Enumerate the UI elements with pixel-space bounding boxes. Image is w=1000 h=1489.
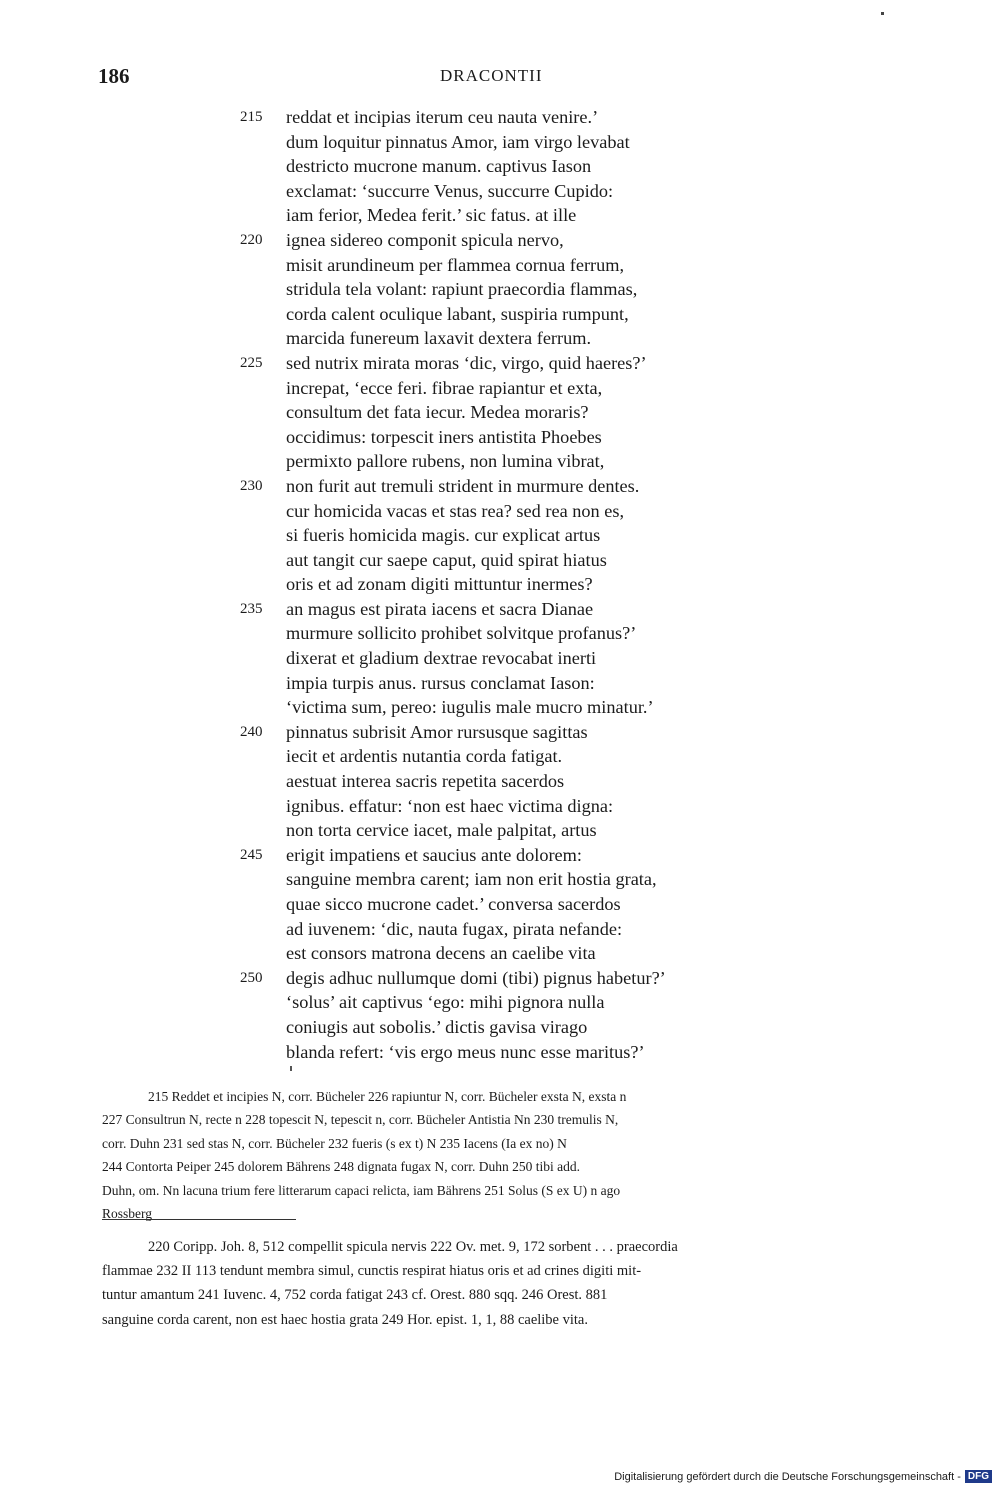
- verse-line: [240, 154, 800, 179]
- verse-line: [240, 302, 800, 327]
- line-number: 250: [240, 969, 263, 986]
- scan-mark: [881, 12, 884, 15]
- verse-text: ‘solus’ ait captivus ‘ego: mihi pignora nulla: [286, 992, 605, 1013]
- verse-line: [240, 966, 800, 991]
- verse-text: ignibus. effatur: ‘non est haec victima digna:: [286, 795, 614, 816]
- verse-line: [240, 597, 800, 622]
- line-number: 220: [240, 231, 263, 248]
- verse-line: [240, 671, 800, 696]
- verse-line: [240, 990, 800, 1015]
- verse-text: aut tangit cur saepe caput, quid spirat hiatus: [286, 549, 607, 570]
- verse-line: [240, 621, 800, 646]
- apparatus-line: Rossberg: [102, 1206, 153, 1222]
- verse-text: ‘victima sum, pereo: iugulis male mucro minatur.’: [286, 697, 654, 718]
- verse-line: [240, 253, 800, 278]
- verse-line: [240, 326, 800, 351]
- verse-text: corda calent oculique labant, suspiria rumpunt,: [286, 303, 629, 324]
- verse-text: consultum det fata iecur. Medea moraris?: [286, 402, 589, 423]
- verse-text: misit arundineum per flammea cornua ferrum,: [286, 254, 625, 275]
- verse-text: oris et ad zonam digiti mittuntur inermes?: [286, 574, 593, 595]
- verse-text: blanda refert: ‘vis ergo meus nunc esse maritus?’: [286, 1041, 645, 1062]
- verse-text: iecit et ardentis nutantia corda fatigat.: [286, 746, 563, 767]
- testimonia-line: flammae 232 II 113 tendunt membra simul, cunctis respirat hiatus oris et ad crines digiti mit-: [102, 1263, 642, 1280]
- apparatus-line: 227 Consultrun N, recte n 228 topescit N, tepescit n, corr. Bücheler Antistia Nn 230 tremulis N,: [102, 1112, 619, 1128]
- line-number: 225: [240, 354, 263, 371]
- verse-text: non torta cervice iacet, male palpitat, artus: [286, 820, 597, 841]
- verse-line: [240, 523, 800, 548]
- critical-apparatus: [102, 1085, 888, 1225]
- verse-text: si fueris homicida magis. cur explicat artus: [286, 525, 601, 546]
- funding-text: Digitalisierung gefördert durch die Deutsche Forschungsgemeinschaft -: [614, 1470, 961, 1483]
- verse-text: pinnatus subrisit Amor rursusque sagittas: [286, 721, 588, 742]
- verse-text: marcida funereum laxavit dextera ferrum.: [286, 328, 592, 349]
- page-number: 186: [98, 64, 130, 88]
- apparatus-line: 244 Contorta Peiper 245 dolorem Bährens 248 dignata fugax N, corr. Duhn 250 tibi add.: [102, 1159, 581, 1175]
- verse-text: ignea sidereo componit spicula nervo,: [286, 229, 564, 250]
- footnote-divider: [102, 1219, 296, 1220]
- verse-text: exclamat: ‘succurre Venus, succurre Cupido:: [286, 180, 614, 201]
- verse-text: dixerat et gladium dextrae revocabat inerti: [286, 648, 597, 669]
- line-number: 240: [240, 723, 263, 740]
- funding-footer: [614, 1470, 992, 1483]
- verse-line: [240, 695, 800, 720]
- running-title: DRACONTII: [440, 66, 543, 85]
- testimonia: [102, 1235, 884, 1332]
- verse-line: [240, 203, 800, 228]
- verse-text: stridula tela volant: rapiunt praecordia flammas,: [286, 279, 638, 300]
- verse-line: [240, 548, 800, 573]
- verse-line: [240, 941, 800, 966]
- verse-text: dum loquitur pinnatus Amor, iam virgo levabat: [286, 131, 630, 152]
- verse-line: [240, 499, 800, 524]
- apparatus-line: Duhn, om. Nn lacuna trium fere litterarum capaci relicta, iam Bährens 251 Solus (S ex U) n ago: [102, 1182, 621, 1198]
- verse-line: [240, 277, 800, 302]
- verse-text: sanguine membra carent; iam non erit hostia grata,: [286, 869, 657, 890]
- testimonia-line: 220 Coripp. Joh. 8, 512 compellit spicula nervis 222 Ov. met. 9, 172 sorbent . . . praecordia: [148, 1239, 678, 1255]
- apparatus-line: 215 Reddet et incipies N, corr. Bücheler 226 rapiuntur N, corr. Bücheler exsta N, exsta n: [148, 1089, 627, 1104]
- verse-text: erigit impatiens et saucius ante dolorem:: [286, 844, 582, 865]
- verse-line: [240, 720, 800, 745]
- verse-line: [240, 474, 800, 499]
- dfg-logo: DFG: [965, 1470, 992, 1483]
- line-number: 230: [240, 477, 263, 494]
- apparatus-line: corr. Duhn 231 sed stas N, corr. Bücheler 232 fueris (s ex t) N 235 Iacens (Ia ex no) N: [102, 1135, 567, 1151]
- verse-line: [240, 843, 800, 868]
- verse-line: [240, 1015, 800, 1040]
- verse-line: [240, 351, 800, 376]
- verse-text: quae sicco mucrone cadet.’ conversa sacerdos: [286, 894, 621, 914]
- verse-line: [240, 818, 800, 843]
- line-number: 235: [240, 600, 263, 617]
- poem-text: [240, 105, 800, 1064]
- verse-text: coniugis aut sobolis.’ dictis gavisa virago: [286, 1016, 588, 1037]
- verse-line: [240, 449, 800, 474]
- stray-mark: [290, 1066, 292, 1071]
- verse-line: [240, 744, 800, 769]
- line-number: 245: [240, 846, 263, 863]
- verse-line: [240, 105, 800, 130]
- testimonia-line: sanguine corda carent, non est haec hostia grata 249 Hor. epist. 1, 1, 88 caelibe vita.: [102, 1311, 588, 1328]
- verse-text: sed nutrix mirata moras ‘dic, virgo, quid haeres?’: [286, 352, 647, 373]
- verse-line: [240, 867, 800, 892]
- verse-line: [240, 228, 800, 253]
- line-number: 215: [240, 109, 263, 125]
- verse-text: cur homicida vacas et stas rea? sed rea non es,: [286, 500, 625, 521]
- verse-line: [240, 425, 800, 450]
- verse-text: degis adhuc nullumque domi (tibi) pignus habetur?’: [286, 967, 666, 988]
- testimonia-line: tuntur amantum 241 Iuvenc. 4, 752 corda fatigat 243 cf. Orest. 880 sqq. 246 Orest. 881: [102, 1287, 608, 1304]
- verse-line: [240, 376, 800, 401]
- verse-text: increpat, ‘ecce feri. fibrae rapiantur et exta,: [286, 377, 603, 398]
- verse-line: [240, 179, 800, 204]
- verse-line: [240, 794, 800, 819]
- verse-line: [240, 130, 800, 155]
- verse-text: aestuat interea sacris repetita sacerdos: [286, 771, 565, 792]
- verse-text: iam ferior, Medea ferit.’ sic fatus. at ille: [286, 205, 577, 226]
- verse-text: ad iuvenem: ‘dic, nauta fugax, pirata nefande:: [286, 918, 623, 939]
- verse-text: reddat et incipias iterum ceu nauta venire.’: [286, 107, 599, 127]
- verse-text: impia turpis anus. rursus conclamat Iason:: [286, 672, 595, 693]
- verse-text: an magus est pirata iacens et sacra Dianae: [286, 598, 594, 619]
- verse-text: permixto pallore rubens, non lumina vibrat,: [286, 451, 605, 472]
- verse-text: est consors matrona decens an caelibe vita: [286, 943, 596, 964]
- verse-text: destricto mucrone manum. captivus Iason: [286, 156, 592, 177]
- verse-line: [240, 917, 800, 942]
- verse-text: occidimus: torpescit iners antistita Phoebes: [286, 426, 602, 447]
- verse-line: [240, 646, 800, 671]
- verse-line: [240, 400, 800, 425]
- verse-text: non furit aut tremuli strident in murmure dentes.: [286, 475, 640, 496]
- verse-line: [240, 1040, 800, 1065]
- verse-line: [240, 769, 800, 794]
- verse-line: [240, 892, 800, 917]
- verse-line: [240, 572, 800, 597]
- verse-text: murmure sollicito prohibet solvitque profanus?’: [286, 623, 637, 644]
